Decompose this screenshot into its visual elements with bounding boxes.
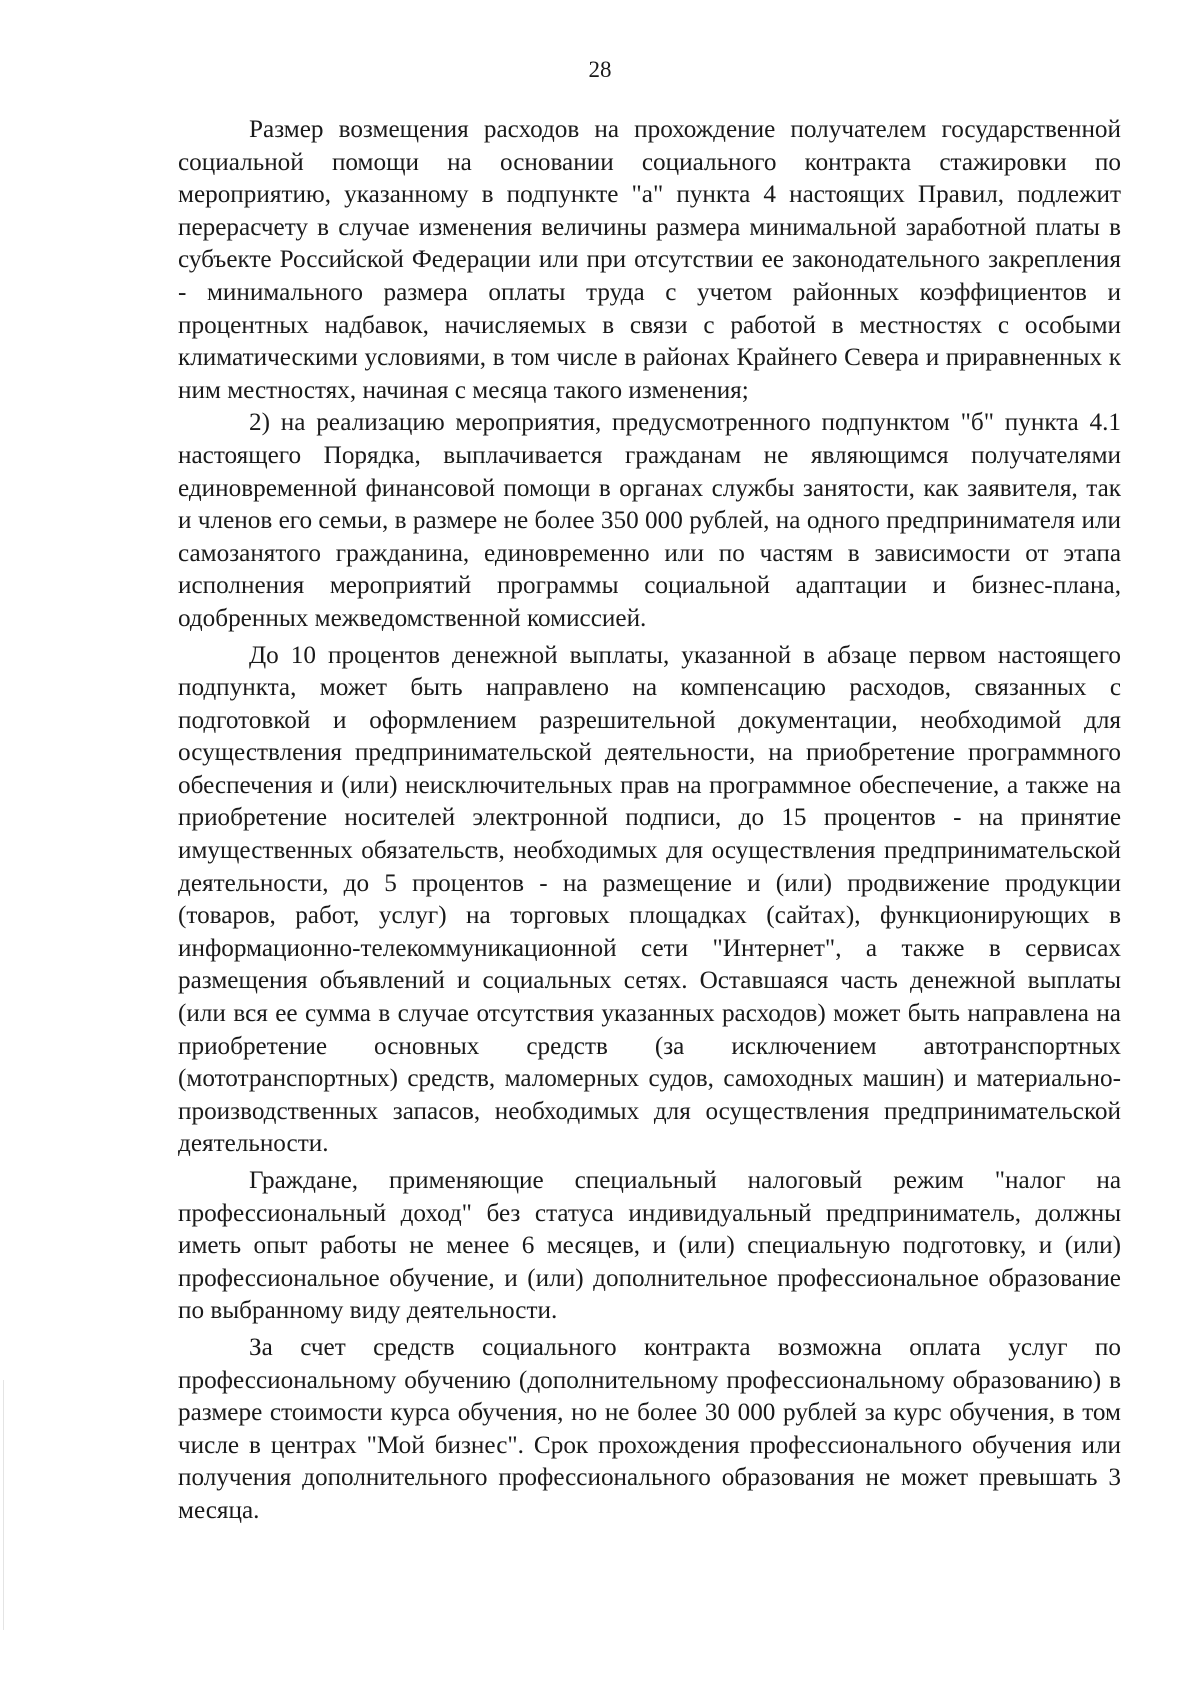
paragraph-payment-allocation: До 10 процентов денежной выплаты, указанной в абзаце первом настоящего подпункта, может быть направлено на компенсацию расходов, связанных с подготовкой и оформлением разрешительной документации, необходимой для осуществления предпринимательской деятельности, на приобретение программного обеспечения и (или) неисключительных прав на программное обеспечение, а также на приобретение носителей электронной подписи, до 15 процентов - на принятие имущественных обязательств, необходимых для осуществления предпринимательской деятельности, до 5 процентов - на размещение и (или) продвижение продукции (товаров, работ, услуг) на торговых площадках (сайтах), функционирующих в информационно-телекоммуникационной сети "Интернет", а также в сервисах размещения объявлений и социальных сетях. Оставшаяся часть денежной выплаты (или вся ее сумма в случае отсутствия указанных расходов) может быть направлена на приобретение основных средств (за исключением автотранспортных (мототранспортных) средств, маломерных судов, самоходных машин) и материально-производственных запасов, необходимых для осуществления предпринимательской деятельности. — [178, 641, 1121, 1158]
paragraph-entrepreneur-payment: 2) на реализацию мероприятия, предусмотренного подпунктом "б" пункта 4.1 настоящего Порядка, выплачивается гражданам не являющимся получателями единовременной финансовой помощи в органах службы занятости, как заявителя, так и членов его семьи, в размере не более 350 000 рублей, на одного предпринимателя или самозанятого гражданина, единовременно или по частям в зависимости от этапа исполнения мероприятий программы социальной адаптации и бизнес-плана, одобренных межведомственной комиссией. — [178, 409, 1121, 632]
paragraph-training-costs: За счет средств социального контракта возможна оплата услуг по профессиональному обучению (дополнительному профессиональному образованию) в размере стоимости курса обучения, но не более 30 000 рублей за курс обучения, в том числе в центрах "Мой бизнес". Срок прохождения профессионального обучения или получения дополнительного профессионального образования не может превышать 3 месяца. — [178, 1333, 1121, 1524]
paragraph-self-employed-requirements: Граждане, применяющие специальный налоговый режим "налог на профессиональный доход" без статуса индивидуальный предприниматель, должны иметь опыт работы не менее 6 месяцев, и (или) специальную подготовку, и (или) профессиональное обучение, и (или) дополнительное профессиональное образование по выбранному виду деятельности. — [178, 1167, 1121, 1325]
document-body — [178, 114, 1121, 1528]
page-number: 28 — [588, 57, 612, 82]
scan-edge-mark — [3, 1380, 4, 1630]
paragraph-reimbursement-recalculation: Размер возмещения расходов на прохождение получателем государственной социальной помощи на основании социального контракта стажировки по мероприятию, указанному в подпункте "а" пункта 4 настоящих Правил, подлежит перерасчету в случае изменения величины размера минимальной заработной платы в субъекте Российской Федерации или при отсутствии ее законодательного закрепления - минимального размера оплаты труда с учетом районных коэффициентов и процентных надбавок, начисляемых в связи с работой в местностях с особыми климатическими условиями, в том числе в районах Крайнего Севера и приравненных к ним местностях, начиная с месяца такого изменения; — [178, 116, 1121, 404]
